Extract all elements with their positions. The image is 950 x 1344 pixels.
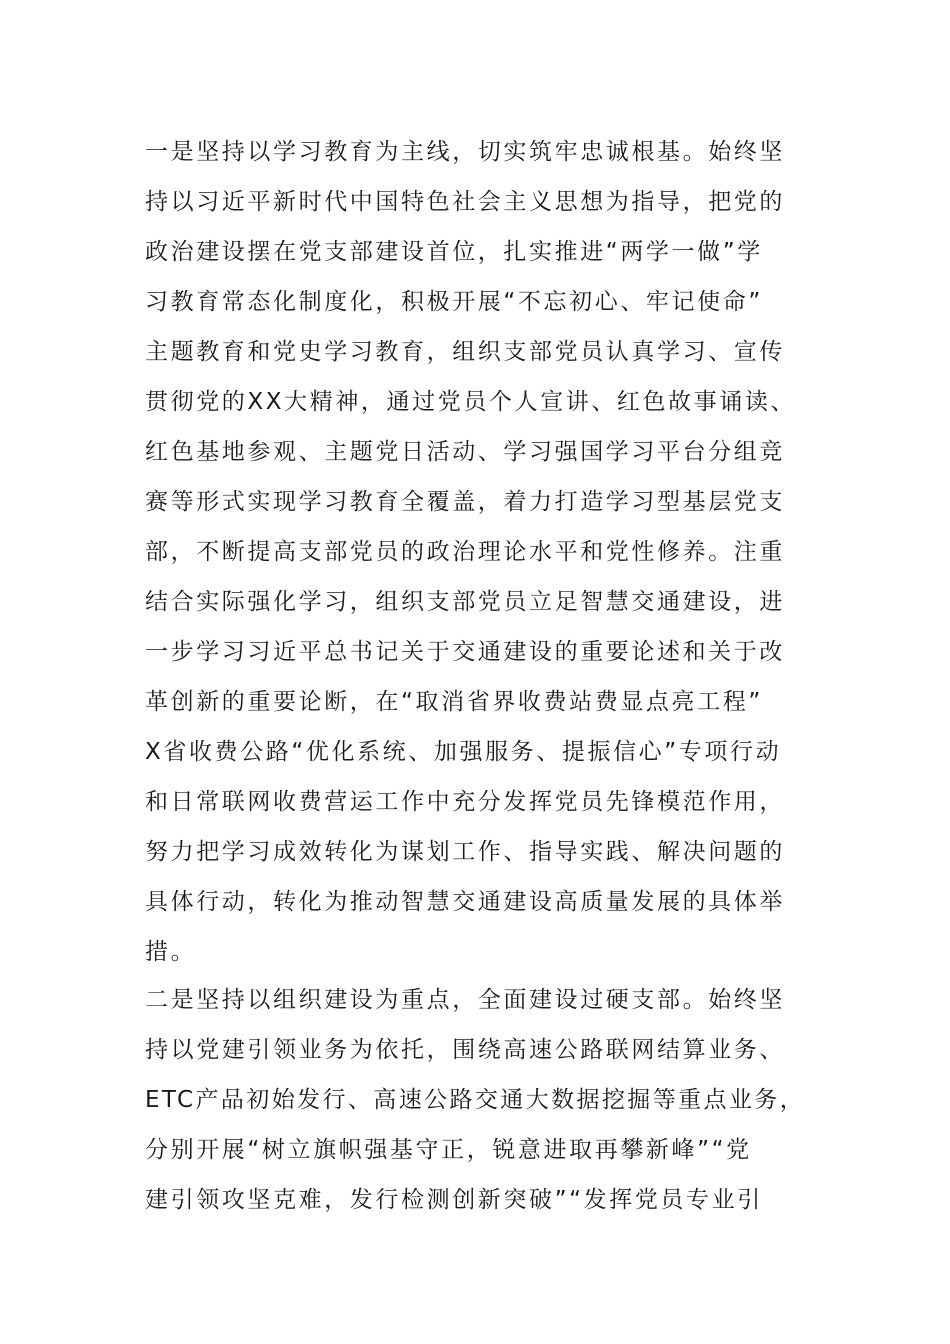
paragraph-1-line: 政治建设摆在党支部建设首位，扎实推进“两学一做”学	[145, 239, 763, 265]
paragraph-1-line: 贯彻党的XX大精神，通过党员个人宣讲、红色故事诵读、	[145, 389, 797, 415]
paragraph-1-line: X省收费公路“优化系统、加强服务、提振信心”专项行动	[145, 739, 782, 765]
paragraph-2-line: 分别开展“树立旗帜强基守正，锐意进取再攀新峰”“党	[145, 1137, 752, 1163]
paragraph-1-line: 结合实际强化学习，组织支部党员立足智慧交通建设，进	[145, 589, 785, 615]
paragraph-1-line: 努力把学习成效转化为谋划工作、指导实践、解决问题的	[145, 839, 785, 865]
paragraph-1-line: 具体行动，转化为推动智慧交通建设高质量发展的具体举	[145, 889, 785, 915]
paragraph-1-line: 革创新的重要论断，在“取消省界收费站费显点亮工程”	[145, 689, 763, 715]
paragraph-1-line: 部，不断提高支部党员的政治理论水平和党性修养。注重	[145, 539, 785, 565]
paragraph-1-line: 主题教育和党史学习教育，组织支部党员认真学习、宣传	[145, 339, 785, 365]
paragraph-1-line: 赛等形式实现学习教育全覆盖，着力打造学习型基层党支	[145, 489, 785, 515]
paragraph-2-line: 持以党建引领业务为依托，围绕高速公路联网结算业务、	[145, 1037, 785, 1063]
paragraph-2-line: 建引领攻坚克难，发行检测创新突破”“发挥党员专业引	[145, 1187, 763, 1213]
paragraph-1-line: 习教育常态化制度化，积极开展“不忘初心、牢记使命”	[145, 289, 763, 315]
paragraph-1-line: 持以习近平新时代中国特色社会主义思想为指导，把党的	[145, 189, 785, 215]
paragraph-1-line: 一步学习习近平总书记关于交通建设的重要论述和关于改	[145, 639, 785, 665]
paragraph-1-line: 一是坚持以学习教育为主线，切实筑牢忠诚根基。始终坚	[145, 139, 785, 165]
paragraph-1-line: 措。	[145, 939, 197, 965]
paragraph-1-line: 红色基地参观、主题党日活动、学习强国学习平台分组竞	[145, 439, 785, 465]
paragraph-2-line: ETC产品初始发行、高速公路交通大数据挖掘等重点业务，	[145, 1087, 806, 1113]
paragraph-2-line: 二是坚持以组织建设为重点，全面建设过硬支部。始终坚	[145, 987, 785, 1013]
paragraph-1-line: 和日常联网收费营运工作中充分发挥党员先锋模范作用，	[145, 789, 785, 815]
